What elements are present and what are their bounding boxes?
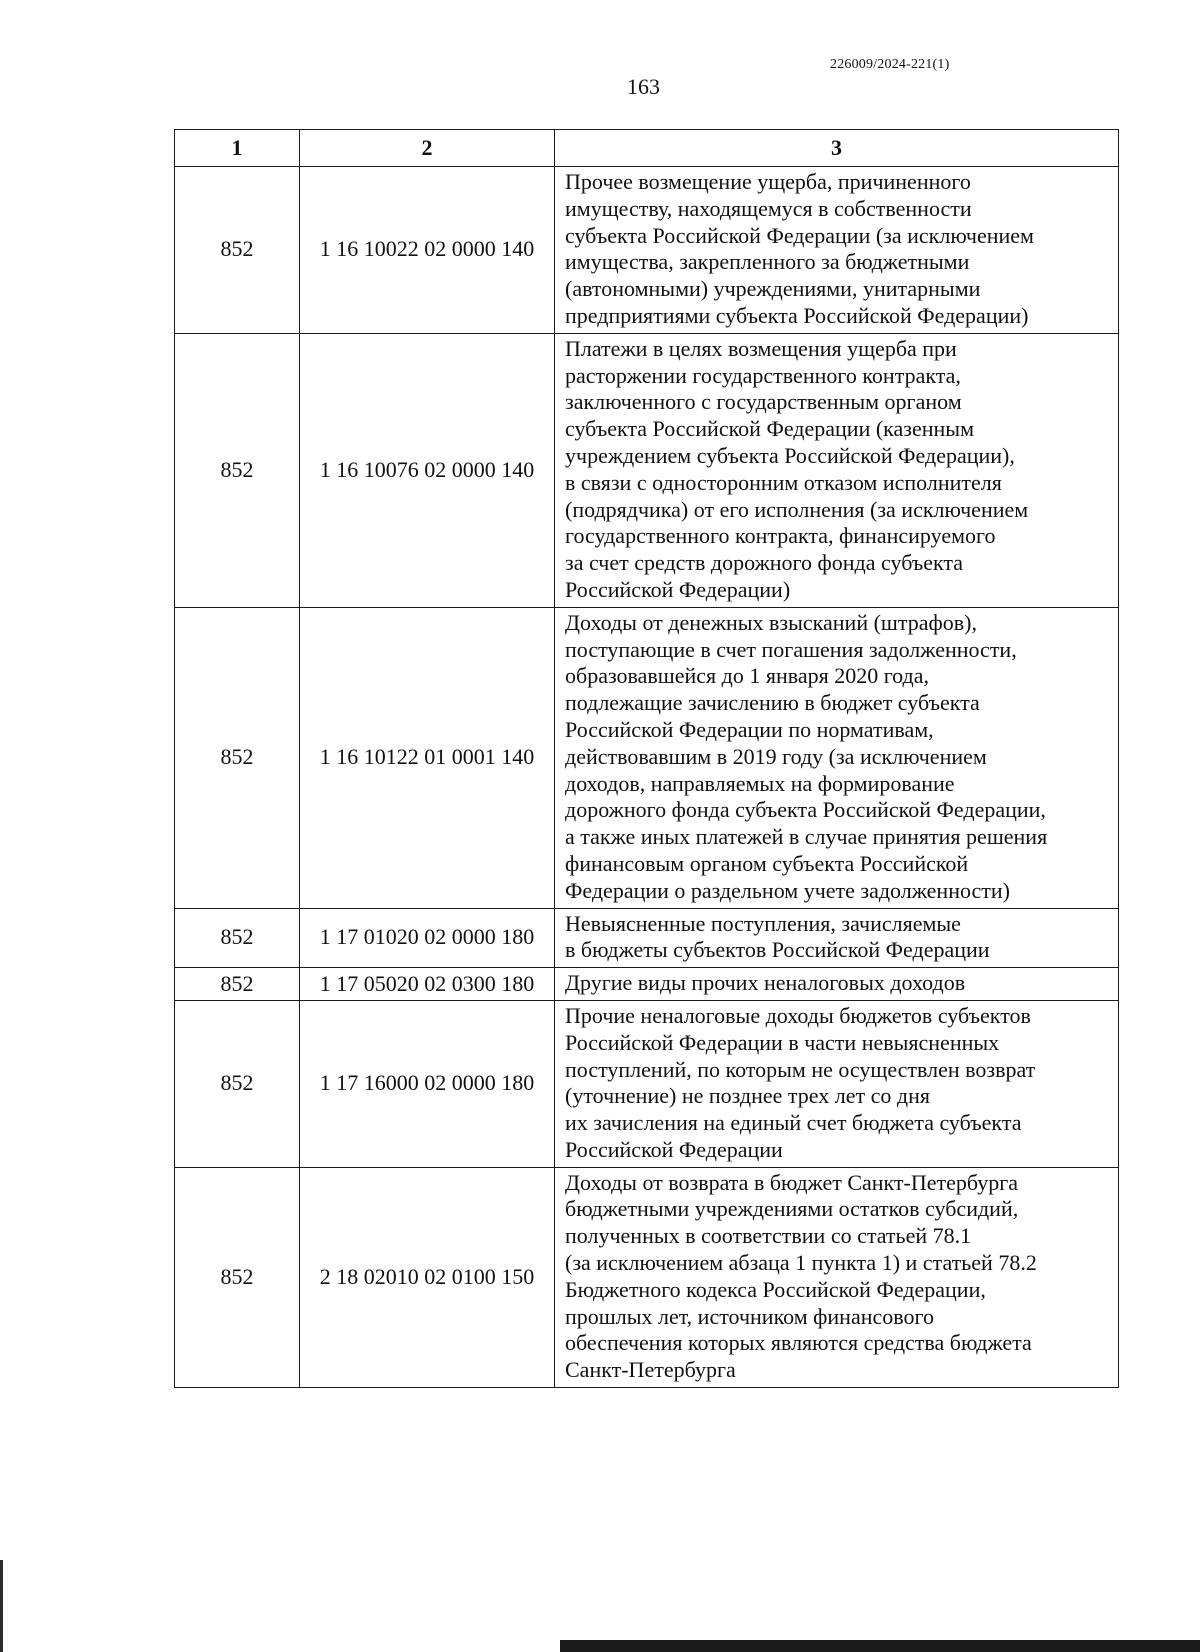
revenue-description-cell	[555, 1000, 1119, 1167]
description-line: доходов, направляемых на формирование	[565, 770, 955, 796]
admin-code-cell: 852	[175, 607, 300, 908]
table-row	[175, 968, 1119, 1001]
revenue-description-cell	[555, 908, 1119, 968]
admin-code-cell: 852	[175, 1167, 300, 1387]
description-line: полученных в соответствии со статьей 78.1	[565, 1223, 972, 1249]
description-line: (подрядчика) от его исполнения (за исключением	[565, 496, 1029, 522]
column-header-2: 2	[300, 130, 555, 167]
table-row	[175, 1167, 1119, 1387]
description-line: имуществу, находящемуся в собственности	[565, 195, 972, 221]
scan-bottom-edge	[560, 1640, 1200, 1652]
table-body	[175, 167, 1119, 1388]
revenue-description-cell	[555, 1167, 1119, 1387]
description-line: расторжении государственного контракта,	[565, 362, 961, 388]
description-line: Российской Федерации	[565, 1136, 783, 1162]
description-line: поступающие в счет погашения задолженности,	[565, 636, 1017, 662]
description-line: в связи с односторонним отказом исполнителя	[565, 469, 1002, 495]
description-line: имущества, закрепленного за бюджетными	[565, 249, 970, 275]
table-row	[175, 1000, 1119, 1167]
table-header-row	[175, 130, 1119, 167]
admin-code-cell: 852	[175, 1000, 300, 1167]
description-line: учреждением субъекта Российской Федерации),	[565, 442, 1015, 468]
description-line: Санкт-Петербурга	[565, 1357, 736, 1383]
description-line: заключенного с государственным органом	[565, 389, 962, 415]
budget-classification-code-cell: 1 17 01020 02 0000 180	[300, 908, 555, 968]
revenue-description-cell	[555, 607, 1119, 908]
description-line: Прочее возмещение ущерба, причиненного	[565, 169, 971, 194]
description-line: поступлений, по которым не осуществлен возврат	[565, 1056, 1036, 1082]
description-line: их зачисления на единый счет бюджета субъекта	[565, 1110, 1022, 1136]
description-line: прошлых лет, источником финансового	[565, 1303, 934, 1329]
description-line: Невыясненные поступления, зачисляемые	[565, 910, 961, 936]
description-line: (за исключением абзаца 1 пункта 1) и статьей 78.2	[565, 1250, 1037, 1276]
description-line: подлежащие зачислению в бюджет субъекта	[565, 690, 980, 716]
description-line: субъекта Российской Федерации (за исключением	[565, 222, 1034, 248]
table-row	[175, 908, 1119, 968]
budget-classification-code-cell: 1 17 05020 02 0300 180	[300, 968, 555, 1001]
budget-classification-code-cell: 2 18 02010 02 0100 150	[300, 1167, 555, 1387]
admin-code-cell: 852	[175, 908, 300, 968]
admin-code-cell: 852	[175, 167, 300, 334]
revenue-description-cell	[555, 167, 1119, 334]
scan-left-edge	[0, 1560, 3, 1652]
description-line: за счет средств дорожного фонда субъекта	[565, 550, 964, 576]
description-line: Доходы от возврата в бюджет Санкт-Петербурга	[565, 1169, 1019, 1195]
description-line: Российской Федерации)	[565, 576, 791, 602]
description-line: действовавшим в 2019 году (за исключением	[565, 743, 987, 769]
column-header-3: 3	[555, 130, 1119, 167]
description-line: образовавшейся до 1 января 2020 года,	[565, 663, 929, 689]
document-registration-number: 226009/2024-221(1)	[830, 57, 950, 72]
budget-classification-code-cell: 1 17 16000 02 0000 180	[300, 1000, 555, 1167]
page-number: 163	[627, 74, 660, 99]
description-line: Бюджетного кодекса Российской Федерации,	[565, 1276, 986, 1302]
description-line: государственного контракта, финансируемого	[565, 523, 996, 549]
description-line: (уточнение) не позднее трех лет со дня	[565, 1083, 930, 1109]
description-line: Прочие неналоговые доходы бюджетов субъектов	[565, 1002, 1031, 1028]
description-line: Российской Федерации по нормативам,	[565, 716, 934, 742]
description-line: обеспечения которых являются средства бюджета	[565, 1330, 1032, 1356]
admin-code-cell: 852	[175, 968, 300, 1001]
description-line: субъекта Российской Федерации (казенным	[565, 416, 974, 442]
description-line: финансовым органом субъекта Российской	[565, 850, 969, 876]
description-line: предприятиями субъекта Российской Федерации)	[565, 302, 1029, 328]
revenue-codes-table	[174, 129, 1119, 1388]
budget-classification-code-cell: 1 16 10122 01 0001 140	[300, 607, 555, 908]
description-line: Федерации о раздельном учете задолженности)	[565, 877, 1010, 903]
description-line: Другие виды прочих неналоговых доходов	[565, 970, 966, 996]
description-line: Доходы от денежных взысканий (штрафов),	[565, 609, 977, 635]
description-line: (автономными) учреждениями, унитарными	[565, 276, 981, 302]
description-line: бюджетными учреждениями остатков субсидий,	[565, 1196, 1019, 1222]
table-row	[175, 333, 1119, 607]
budget-classification-code-cell: 1 16 10022 02 0000 140	[300, 167, 555, 334]
budget-classification-code-cell: 1 16 10076 02 0000 140	[300, 333, 555, 607]
description-line: Платежи в целях возмещения ущерба при	[565, 335, 957, 361]
description-line: Российской Федерации в части невыясненных	[565, 1029, 1000, 1055]
table-row	[175, 167, 1119, 334]
column-header-1: 1	[175, 130, 300, 167]
table-row	[175, 607, 1119, 908]
revenue-description-cell	[555, 968, 1119, 1001]
description-line: дорожного фонда субъекта Российской Федерации,	[565, 797, 1046, 823]
revenue-description-cell	[555, 333, 1119, 607]
admin-code-cell: 852	[175, 333, 300, 607]
description-line: а также иных платежей в случае принятия решения	[565, 824, 1048, 850]
description-line: в бюджеты субъектов Российской Федерации	[565, 937, 990, 963]
